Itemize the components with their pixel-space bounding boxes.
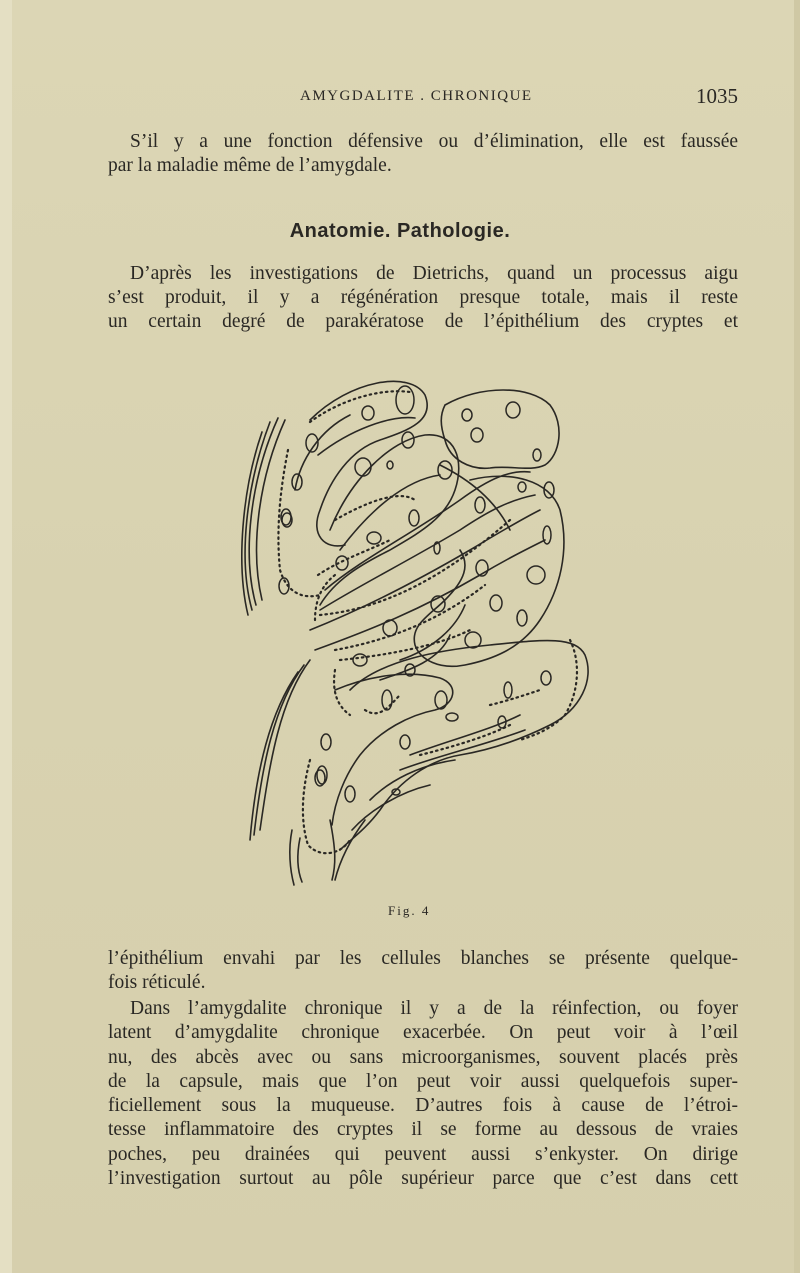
text-line: s’est produit, il y a régénération presque totale, mais il reste xyxy=(108,287,738,308)
text-line: nu, des abcès avec ou sans microorganismes, souvent placés près xyxy=(108,1046,738,1068)
tonsil-crypt-illustration xyxy=(240,360,610,900)
running-head: AMYGDALITE . CHRONIQUE xyxy=(300,88,533,104)
text-line: de la capsule, mais que l’on peut voir aussi quelquefois super- xyxy=(108,1070,738,1092)
text-line: fois réticulé. xyxy=(108,972,206,993)
text-line: ficiellement sous la muqueuse. D’autres fois à cause de l’étroi- xyxy=(108,1095,738,1117)
figure-caption: Fig. 4 xyxy=(388,903,431,918)
text-line: poches, peu drainées qui peuvent aussi s’enkyster. On dirige xyxy=(108,1143,738,1165)
paragraph-dietrichs xyxy=(108,262,738,334)
text-line: latent d’amygdalite chronique exacerbée. On peut voir à l’œil xyxy=(108,1022,738,1044)
page-number: 1035 xyxy=(696,84,738,108)
page-left-edge xyxy=(0,0,12,1273)
text-line: S’il y a une fonction défensive ou d’élimination, elle est faussée xyxy=(130,131,738,152)
text-line: par la maladie même de l’amygdale. xyxy=(108,155,392,176)
text-line: tesse inflammatoire des cryptes il se forme au dessous de vraies xyxy=(108,1119,738,1141)
text-line: un certain degré de parakératose de l’épithélium des cryptes et xyxy=(108,311,738,332)
section-heading: Anatomie. Pathologie. xyxy=(289,220,511,242)
text-line: l’épithélium envahi par les cellules blanches se présente quelque- xyxy=(108,948,738,969)
text-line: D’après les investigations de Dietrichs, quand un processus aigu xyxy=(130,263,738,284)
text-line: Dans l’amygdalite chronique il y a de la réinfection, ou foyer xyxy=(130,998,738,1019)
intro-paragraph xyxy=(108,130,738,178)
paragraph-epithelium xyxy=(108,947,738,995)
page-right-edge xyxy=(794,0,800,1273)
paragraph-chronic-tonsillitis xyxy=(108,997,738,1191)
text-line: l’investigation surtout au pôle supérieur parce que c’est dans cett xyxy=(108,1168,738,1190)
